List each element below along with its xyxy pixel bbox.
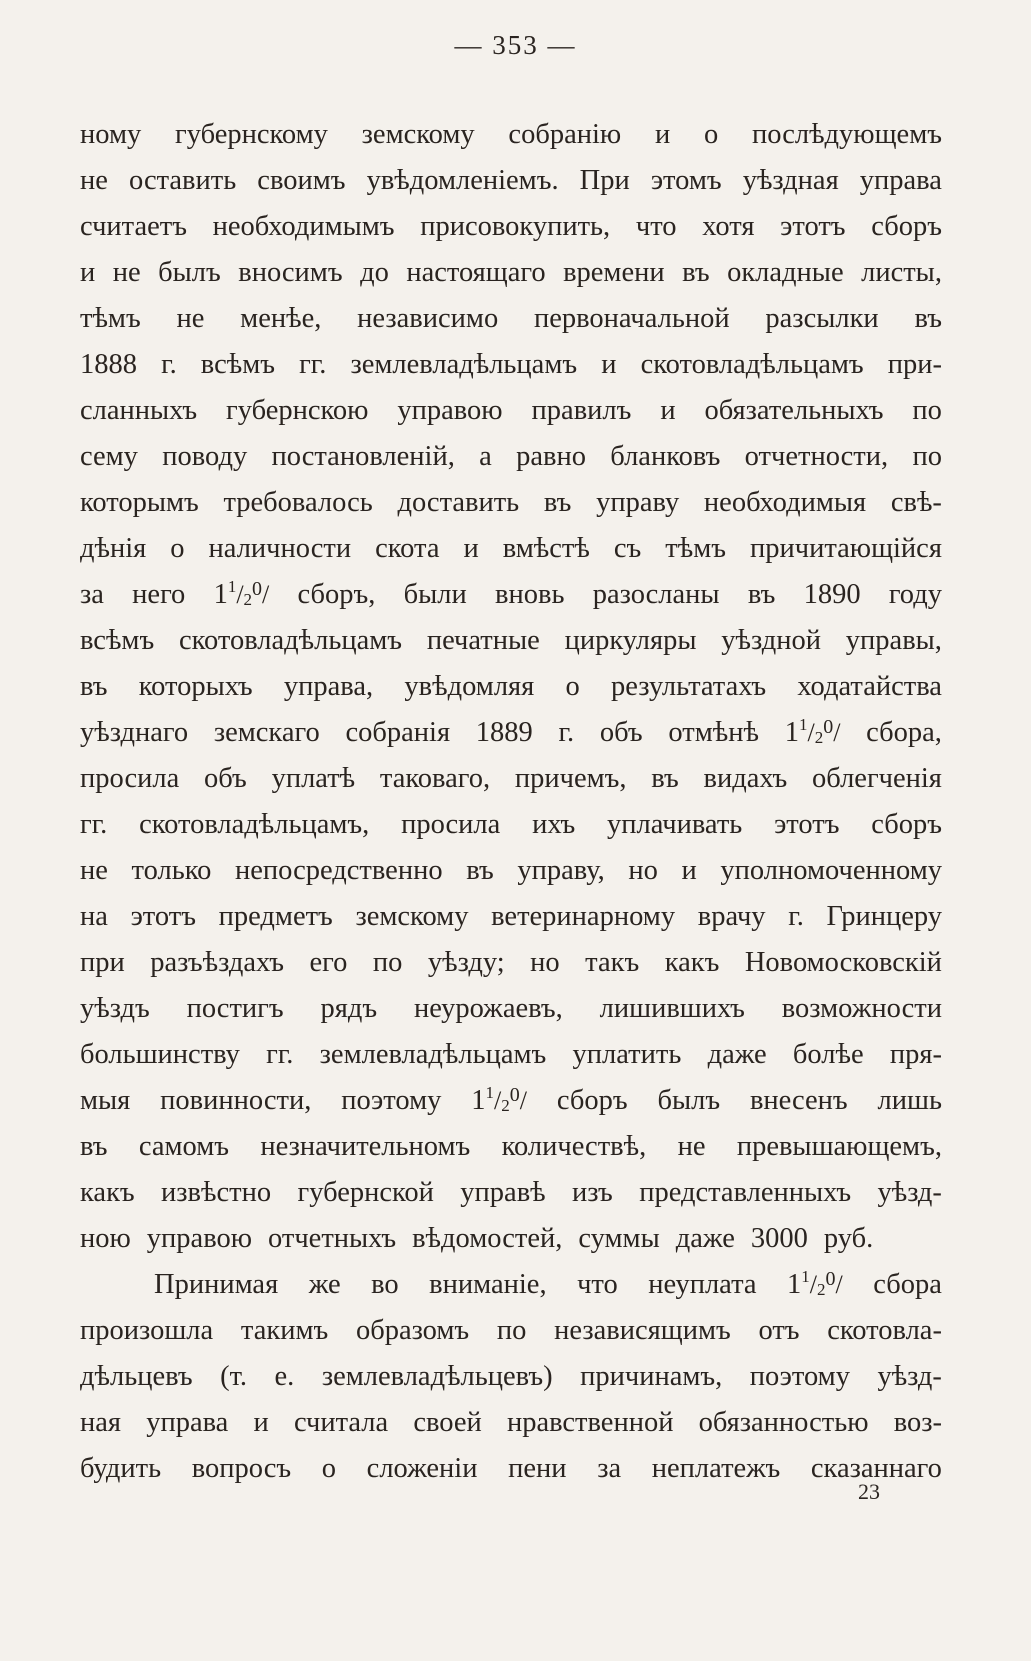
word: его <box>309 947 348 978</box>
text-line <box>80 1354 942 1400</box>
word: о <box>321 1453 337 1484</box>
word: неурожаевъ, <box>413 993 563 1024</box>
word: скотовла- <box>827 1315 942 1346</box>
word: отчетныхъ <box>268 1223 397 1254</box>
word: и <box>253 1407 269 1438</box>
word: нравственной <box>506 1407 674 1438</box>
word: скотовладѣльцамъ <box>640 349 864 380</box>
word: ная <box>80 1407 122 1438</box>
word: о <box>565 671 580 702</box>
word: этотъ <box>130 901 196 932</box>
word: него <box>132 579 186 610</box>
word: рядъ <box>320 993 378 1024</box>
word: не <box>80 855 108 886</box>
word: управа, <box>283 671 374 702</box>
word: При <box>579 165 630 196</box>
word: гг. <box>299 349 327 380</box>
word: земскому <box>361 119 475 150</box>
word: непосредственно <box>234 855 443 886</box>
text-line <box>80 756 942 802</box>
word: видахъ <box>703 763 788 794</box>
word: 1888 <box>80 349 137 380</box>
word: сборъ <box>556 1085 628 1116</box>
word: сборъ <box>871 211 942 242</box>
body-text <box>80 112 942 1492</box>
word: присовокупить, <box>420 211 611 242</box>
word: объ <box>599 717 643 748</box>
word: вмѣстѣ <box>502 533 590 564</box>
word: скотовладѣльцамъ, <box>139 809 370 840</box>
word: сборъ, <box>297 579 376 610</box>
text-line <box>80 618 942 664</box>
word: наличности <box>208 533 352 564</box>
word: своей <box>413 1407 482 1438</box>
word: до <box>360 257 389 288</box>
word: неплатежъ <box>651 1453 781 1484</box>
text-line <box>80 1400 942 1446</box>
text-line <box>80 526 942 572</box>
word: 3000 <box>750 1223 808 1254</box>
word: разсылки <box>765 303 879 334</box>
word: не <box>677 1131 706 1162</box>
word: предметъ <box>218 901 333 932</box>
word: и <box>681 855 697 886</box>
word: собранію <box>508 119 622 150</box>
word: сбора <box>873 1269 942 1300</box>
text-line <box>80 158 942 204</box>
word: постигъ <box>186 993 284 1024</box>
word: ною <box>80 1223 131 1254</box>
word: поводу <box>162 441 248 472</box>
word: тѣмъ <box>665 533 726 564</box>
word: увѣдомляя <box>404 671 535 702</box>
word: не <box>176 303 205 334</box>
word: необходимыя <box>703 487 867 518</box>
word: а <box>479 441 492 472</box>
text-line <box>80 250 942 296</box>
word: въ <box>543 487 572 518</box>
word: въ <box>682 257 710 288</box>
text-line <box>80 1170 942 1216</box>
word: поэтому <box>749 1361 850 1392</box>
word: увѣдомленіемъ. <box>366 165 559 196</box>
word: внесенъ <box>749 1085 848 1116</box>
word: управы, <box>845 625 942 656</box>
word: управа <box>146 1407 229 1438</box>
word: ному <box>80 119 142 150</box>
word: постановленій, <box>271 441 455 472</box>
fraction-one-and-half-percent: 1 1 / 2 0 / <box>471 1083 527 1116</box>
word: оставить <box>128 165 237 196</box>
word: губернской <box>297 1177 434 1208</box>
text-line <box>80 388 942 434</box>
word: своимъ <box>257 165 346 196</box>
text-line <box>80 1308 942 1354</box>
word: уплатѣ <box>271 763 356 794</box>
text-line <box>80 1078 942 1124</box>
word: уплатить <box>572 1039 682 1070</box>
word: при <box>80 947 125 978</box>
word: даже <box>675 1223 735 1254</box>
word: скотовладѣльцамъ <box>178 625 403 656</box>
word: незначительномъ <box>260 1131 471 1162</box>
word: какъ <box>80 1177 135 1208</box>
word: требовалось <box>223 487 373 518</box>
word: былъ <box>657 1085 721 1116</box>
word: отъ <box>758 1315 800 1346</box>
word: дѣнія <box>80 533 147 564</box>
word: которыхъ <box>138 671 253 702</box>
word: году <box>888 579 942 610</box>
word: пени <box>508 1453 567 1484</box>
word: лишь <box>877 1085 942 1116</box>
word: что <box>635 211 677 242</box>
word: бланковъ <box>610 441 721 472</box>
word: окладные <box>727 257 844 288</box>
word: повинности, <box>160 1085 312 1116</box>
word: г. <box>788 901 804 932</box>
word: болѣе <box>792 1039 864 1070</box>
word: о <box>170 533 185 564</box>
word: считаетъ <box>80 211 187 242</box>
text-line <box>80 986 942 1032</box>
word: управу, <box>517 855 605 886</box>
word: всѣмъ <box>80 625 155 656</box>
word: Новомосковскій <box>744 947 942 978</box>
word: Принимая <box>154 1269 279 1300</box>
fraction-one-and-half-percent: 1 1 / 2 0 / <box>787 1267 843 1300</box>
word: воз- <box>893 1407 942 1438</box>
word: въ <box>914 303 942 334</box>
word: о <box>703 119 719 150</box>
word: результатахъ <box>611 671 767 702</box>
text-line <box>80 296 942 342</box>
word: причемъ, <box>514 763 627 794</box>
text-line <box>80 434 942 480</box>
text-line <box>80 112 942 158</box>
fraction-one-and-half-percent: 1 1 / 2 0 / <box>784 715 841 748</box>
word: по <box>496 1315 527 1346</box>
word: съ <box>613 533 642 564</box>
word: превышающемъ, <box>736 1131 942 1162</box>
word: уѣзду; <box>427 947 505 978</box>
word: необходимымъ <box>212 211 395 242</box>
word: менѣе, <box>240 303 322 334</box>
word: по <box>912 395 942 426</box>
word: уѣздъ <box>80 993 150 1024</box>
word: просила <box>80 763 180 794</box>
word: управою <box>146 1223 253 1254</box>
word: таковаго, <box>379 763 491 794</box>
word: уѣзднаго <box>80 717 189 748</box>
word: такимъ <box>240 1315 329 1346</box>
word: первоначальной <box>533 303 730 334</box>
word: даже <box>707 1039 767 1070</box>
word: уполномоченному <box>720 855 942 886</box>
word: ихъ <box>532 809 576 840</box>
word: по <box>372 947 403 978</box>
word: не <box>112 257 141 288</box>
word: причинамъ, <box>580 1361 723 1392</box>
word: вновь <box>495 579 565 610</box>
word: будить <box>80 1453 162 1484</box>
signature-mark: 23 <box>858 1479 880 1504</box>
word: во <box>371 1269 399 1300</box>
word: были <box>403 579 467 610</box>
word: при- <box>887 349 942 380</box>
word: этотъ <box>774 809 840 840</box>
text-line <box>80 342 942 388</box>
word: г. <box>161 349 177 380</box>
word: доставить <box>397 487 520 518</box>
word: отчетности, <box>744 441 889 472</box>
word: сложеніи <box>366 1453 478 1484</box>
text-line <box>80 1262 942 1308</box>
word: въ <box>466 855 494 886</box>
word: печатные <box>426 625 540 656</box>
word: такъ <box>585 947 640 978</box>
word: дѣльцевъ <box>80 1361 193 1392</box>
word: что <box>577 1269 618 1300</box>
word: равно <box>516 441 586 472</box>
word: суммы <box>578 1223 660 1254</box>
text-line <box>80 1124 942 1170</box>
word: тѣмъ <box>80 303 141 334</box>
word: сборъ <box>871 809 942 840</box>
word: извѣстно <box>161 1177 272 1208</box>
word: за <box>597 1453 622 1484</box>
word: считала <box>293 1407 389 1438</box>
text-line <box>80 1216 942 1262</box>
word: просила <box>401 809 501 840</box>
word: на <box>80 901 108 932</box>
word: времени <box>563 257 665 288</box>
word: послѣдующемъ <box>752 119 942 150</box>
word: губернскою <box>226 395 369 426</box>
word: уѣзд- <box>877 1177 942 1208</box>
word: этомъ <box>650 165 722 196</box>
word: въ <box>80 671 108 702</box>
word: и <box>654 119 671 150</box>
text-line <box>80 572 942 618</box>
word: изъ <box>572 1177 613 1208</box>
word: независимо <box>357 303 499 334</box>
word: землевладѣльцевъ) <box>321 1361 553 1392</box>
word: 1889 <box>475 717 533 748</box>
word: не <box>80 165 108 196</box>
word: этотъ <box>780 211 846 242</box>
word: обязательныхъ <box>704 395 884 426</box>
word: облегченія <box>812 763 942 794</box>
word: произошла <box>80 1315 214 1346</box>
word: только <box>131 855 212 886</box>
word: въ <box>747 579 776 610</box>
text-line <box>80 848 942 894</box>
word: собранія <box>345 717 451 748</box>
word: мыя <box>80 1085 131 1116</box>
word: гг. <box>80 809 108 840</box>
word: въ <box>651 763 679 794</box>
text-line <box>80 894 942 940</box>
word: ходатайства <box>797 671 942 702</box>
text-line <box>80 802 942 848</box>
word: сбора, <box>866 717 942 748</box>
word: по <box>912 441 942 472</box>
word: вниманіе, <box>429 1269 547 1300</box>
word: же <box>308 1269 341 1300</box>
word: но <box>530 947 560 978</box>
word: правилъ <box>531 395 632 426</box>
word: вѣдомостей, <box>412 1223 563 1254</box>
word: отмѣнѣ <box>668 717 759 748</box>
word: и <box>463 533 479 564</box>
word: представленныхъ <box>639 1177 852 1208</box>
word: большинству <box>80 1039 240 1070</box>
word: обязанностью <box>698 1407 869 1438</box>
word: всѣмъ <box>200 349 275 380</box>
word: землевладѣльцамъ <box>350 349 578 380</box>
word: лишившихъ <box>599 993 745 1024</box>
word: неуплата <box>648 1269 757 1300</box>
word: возможности <box>781 993 942 1024</box>
word: хотя <box>702 211 755 242</box>
text-line <box>80 480 942 526</box>
word: скота <box>375 533 440 564</box>
word: ветеринарному <box>491 901 676 932</box>
fraction-one-and-half-percent: 1 1 / 2 0 / <box>213 577 270 610</box>
word: земскому <box>355 901 469 932</box>
word: поэтому <box>341 1085 442 1116</box>
word: за <box>80 579 104 610</box>
word: управу <box>596 487 680 518</box>
word: гг. <box>266 1039 294 1070</box>
word: пря- <box>889 1039 942 1070</box>
word: управѣ <box>460 1177 546 1208</box>
word: циркуляры <box>564 625 697 656</box>
word: въ <box>80 1131 108 1162</box>
word: уплачивать <box>607 809 743 840</box>
word: руб. <box>823 1223 874 1254</box>
word: врачу <box>697 901 766 932</box>
word: уѣздная <box>742 165 839 196</box>
word: Гринцеру <box>826 901 942 932</box>
word: сему <box>80 441 138 472</box>
text-line <box>80 710 942 756</box>
word: управою <box>397 395 503 426</box>
word: уѣздной <box>721 625 822 656</box>
word: сказаннаго <box>810 1453 942 1484</box>
text-line <box>80 940 942 986</box>
word: какъ <box>664 947 720 978</box>
word: образомъ <box>355 1315 470 1346</box>
text-line <box>80 1446 942 1492</box>
word: объ <box>204 763 247 794</box>
word: уѣзд- <box>877 1361 942 1392</box>
word: но <box>628 855 658 886</box>
word: землевладѣльцамъ <box>319 1039 547 1070</box>
word: сланныхъ <box>80 395 198 426</box>
word: и <box>660 395 676 426</box>
word: причитающійся <box>749 533 942 564</box>
word: количествѣ, <box>501 1131 647 1162</box>
text-line <box>80 204 942 250</box>
word: разосланы <box>592 579 720 610</box>
word: которымъ <box>80 487 199 518</box>
word: е. <box>274 1361 295 1392</box>
word: свѣ- <box>890 487 942 518</box>
word: управа <box>859 165 942 196</box>
word: 1890 <box>803 579 861 610</box>
word: вносимъ <box>238 257 343 288</box>
word: г. <box>558 717 575 748</box>
text-line <box>80 664 942 710</box>
word: земскаго <box>213 717 320 748</box>
word: и <box>601 349 617 380</box>
word: самомъ <box>138 1131 229 1162</box>
word: (т. <box>220 1361 248 1392</box>
word: и <box>80 257 96 288</box>
word: независящимъ <box>554 1315 731 1346</box>
page-number: — 353 — <box>454 30 577 60</box>
word: настоящаго <box>406 257 546 288</box>
word: листы, <box>861 257 942 288</box>
word: вопросъ <box>191 1453 292 1484</box>
word: былъ <box>158 257 221 288</box>
word: разъѣздахъ <box>150 947 284 978</box>
word: губернскому <box>175 119 328 150</box>
